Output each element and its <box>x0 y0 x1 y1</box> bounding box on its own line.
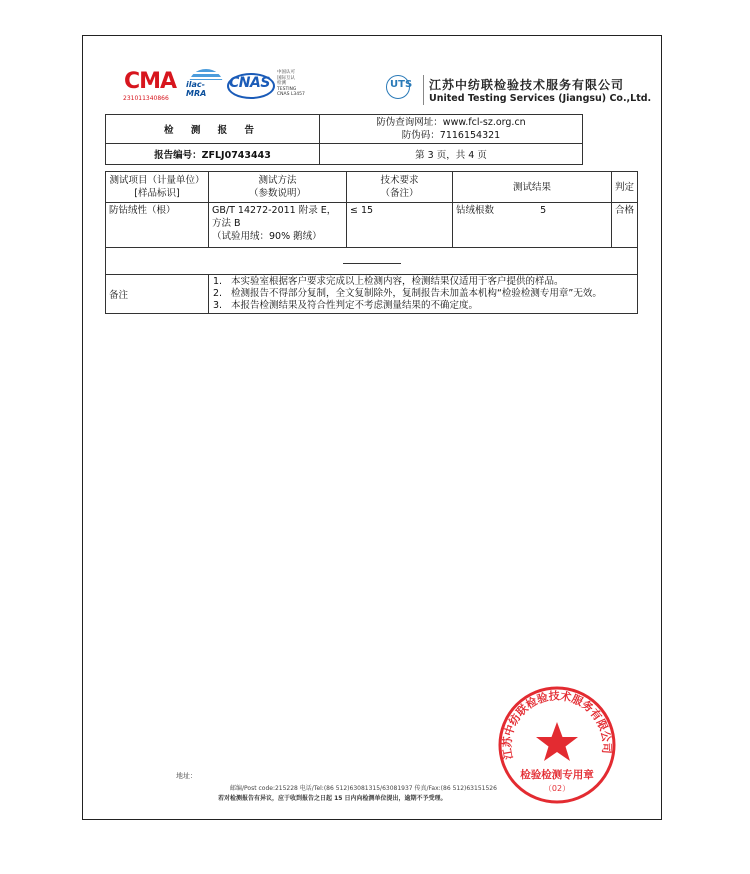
contact-line: 邮编/Post code:215228 电话/Tel:(86 512)63081315/63081937 传真/Fax:(86 512)63151526 <box>230 785 497 792</box>
header-requirement: 技术要求 （备注） <box>347 172 453 203</box>
stamp-number: （02） <box>543 784 571 793</box>
header-item: 测试项目（计量单位） [样品标识] <box>106 172 209 203</box>
page-info: 第 3 页，共 4 页 <box>320 144 583 165</box>
stamp-center-text: 检验检测专用章 <box>520 769 594 781</box>
anti-fake-url: www.fcl-sz.org.cn <box>442 117 526 128</box>
remark-item: 2. 检测报告不得部分复制，全文复制除外，复制报告未加盖本机构“检验检测专用章”无效。 <box>213 288 602 299</box>
separator-line <box>343 263 401 264</box>
results-table <box>105 171 638 314</box>
cnas-caption: 中国认可 国际互认 检测 TESTING CNAS L3457 <box>277 70 305 97</box>
company-name-en: United Testing Services (Jiangsu) Co.,Ltd. <box>429 93 652 104</box>
uts-logo-icon: UTS <box>383 73 413 103</box>
header-method: 测试方法 （参数说明） <box>209 172 347 203</box>
table-row <box>106 203 638 248</box>
cell-requirement: ≤ 15 <box>347 203 453 248</box>
header-judgement: 判定 <box>612 172 638 203</box>
warning-line: 若对检测报告有异议，应于收到报告之日起 15 日内向检测单位提出，逾期不予受理。 <box>218 795 447 802</box>
anti-fake-info: 防伪查询网址：www.fcl-sz.org.cn 防伪码：7116154321 <box>320 115 583 144</box>
remark-item: 1. 本实验室根据客户要求完成以上检测内容，检测结果仅适用于客户提供的样品。 <box>213 276 564 287</box>
header-result: 测试结果 <box>453 172 612 203</box>
cma-logo: CMA 231011340866 <box>123 69 177 102</box>
report-number: 报告编号：ZFLJ0743443 <box>106 144 320 165</box>
address-label: 地址： <box>176 772 197 780</box>
anti-fake-code: 7116154321 <box>439 130 501 141</box>
star-icon <box>536 722 578 761</box>
remarks-row <box>106 275 638 314</box>
report-title: 检 测 报 告 <box>106 115 320 144</box>
divider <box>423 75 424 105</box>
stamp-ring-text: 江苏中纺联检验技术服务有限公司 <box>500 689 614 761</box>
cell-method: GB/T 14272-2011 附录 E， 方法 B （试验用绒：90% 鹅绒） <box>209 203 347 248</box>
cell-result: 钻绒根数 5 <box>453 203 612 248</box>
cell-item: 防钻绒性（根） <box>106 203 209 248</box>
remarks-label: 备注 <box>106 275 209 314</box>
official-seal-stamp <box>496 684 618 806</box>
company-header <box>383 73 652 109</box>
cell-judgement: 合格 <box>612 203 638 248</box>
remarks-content <box>209 275 638 314</box>
separator-row <box>106 248 638 275</box>
remark-item: 3. 本报告检测结果及符合性判定不考虑测量结果的不确定度。 <box>213 300 479 311</box>
table-header-row <box>106 172 638 203</box>
company-name-cn: 江苏中纺联检验技术服务有限公司 <box>429 78 625 92</box>
report-page <box>82 35 662 820</box>
ilac-mra-logo: ilac-MRA <box>185 69 225 105</box>
title-table <box>105 114 583 165</box>
cnas-logo: CNAS 中国认可 国际互认 检测 TESTING CNAS L3457 <box>229 70 305 97</box>
